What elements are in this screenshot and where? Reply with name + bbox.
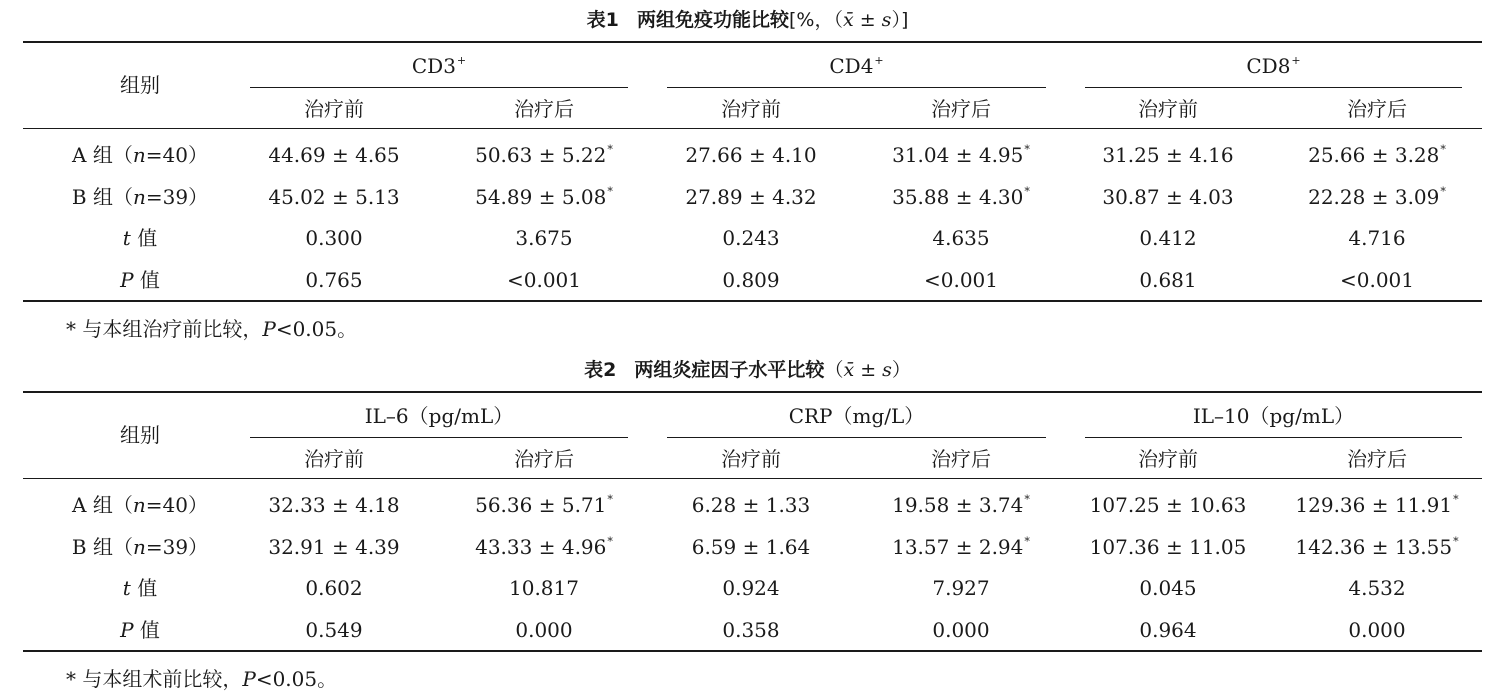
cell-value: 27.89 ± 4.32 [685, 185, 817, 209]
column-group-label: IL–10（pg/mL） [1192, 404, 1355, 428]
footnote-text: * 与本组术前比较， [66, 667, 243, 691]
table-cell [861, 221, 1061, 255]
table-header-rule [23, 478, 1482, 479]
table-cell [651, 530, 851, 564]
significance-mark: * [1453, 493, 1459, 506]
sub-column-header: 治疗前 [304, 447, 364, 471]
column-group-header [1085, 49, 1462, 83]
cell-value: 0.681 [1139, 268, 1197, 292]
column-group-rule [1085, 437, 1462, 438]
table-cell [1277, 488, 1477, 522]
cell-value: 129.36 ± 11.91 [1295, 493, 1453, 517]
cell-value: 0.243 [722, 226, 780, 250]
table-footnote [66, 666, 337, 692]
cell-value: 0.602 [305, 576, 363, 600]
cell-value: 4.532 [1348, 576, 1406, 600]
row-label-prefix: A 组（ [72, 493, 133, 517]
row-label-suffix: =40） [145, 143, 208, 167]
cell-value: 19.58 ± 3.74 [892, 493, 1024, 517]
table-cell [234, 180, 434, 214]
table-cell [1277, 138, 1477, 172]
cell-value: 13.57 ± 2.94 [892, 535, 1024, 559]
caption-unit-close: ） [891, 359, 911, 381]
column-group-label: CD8 [1246, 54, 1291, 78]
table-footnote [66, 316, 357, 342]
cell-value: 0.000 [932, 618, 990, 642]
table-cell [861, 571, 1061, 605]
caption-unit-open: [%，（ [789, 9, 843, 31]
column-group-label: CRP（mg/L） [788, 404, 925, 428]
caption-stat: x̄ ± s [843, 359, 892, 381]
cell-value: <0.001 [1339, 268, 1414, 292]
cell-value: 0.765 [305, 268, 363, 292]
column-group-header [1085, 399, 1462, 433]
row-label-suffix: 值 [133, 618, 160, 642]
column-group-rule [667, 87, 1046, 88]
significance-mark: * [1440, 185, 1446, 198]
footnote-text: * 与本组治疗前比较， [66, 317, 263, 341]
significance-mark: * [1024, 493, 1030, 506]
significance-mark: * [607, 493, 613, 506]
table-cell [651, 221, 851, 255]
footnote-symbol: P [262, 317, 276, 341]
cell-value: 56.36 ± 5.71 [475, 493, 607, 517]
column-group-header [667, 49, 1046, 83]
row-label [30, 138, 250, 172]
table-cell [1277, 263, 1477, 297]
table-caption [0, 8, 1495, 32]
table-cell [444, 221, 644, 255]
table-cell [861, 138, 1061, 172]
row-label-suffix: =39） [145, 185, 209, 209]
sub-column-header: 治疗前 [721, 97, 781, 121]
significance-mark: * [1024, 143, 1030, 156]
significance-mark: * [607, 143, 613, 156]
table-cell [234, 488, 434, 522]
significance-mark: * [1440, 143, 1446, 156]
column-group-label: CD4 [829, 54, 874, 78]
cell-value: 6.28 ± 1.33 [691, 493, 811, 517]
table-cell [1277, 571, 1477, 605]
cell-value: 0.358 [722, 618, 780, 642]
sub-column-header: 治疗后 [514, 447, 574, 471]
superscript-mark: + [456, 54, 467, 67]
caption-stat: x̄ ± s [842, 9, 892, 31]
cell-value: 35.88 ± 4.30 [892, 185, 1024, 209]
cell-value: 0.000 [515, 618, 573, 642]
table-bottom-rule [23, 650, 1482, 652]
cell-value: <0.001 [506, 268, 581, 292]
table-cell [444, 138, 644, 172]
table-bottom-rule [23, 300, 1482, 302]
column-group-label: IL–6（pg/mL） [364, 404, 514, 428]
cell-value: 31.04 ± 4.95 [892, 143, 1024, 167]
row-label-prefix: B 组（ [71, 535, 133, 559]
table-top-rule [23, 41, 1482, 43]
table-cell [1068, 530, 1268, 564]
table-cell [1277, 613, 1477, 647]
column-group-rule [1085, 87, 1462, 88]
row-label-symbol: t [122, 226, 131, 250]
table-cell [1277, 180, 1477, 214]
row-label-suffix: 值 [130, 576, 158, 600]
row-label-suffix: 值 [130, 226, 158, 250]
table-cell [444, 180, 644, 214]
cell-value: <0.001 [923, 268, 998, 292]
column-group-rule [250, 87, 628, 88]
group-column-header: 组别 [120, 423, 160, 447]
table-cell [651, 263, 851, 297]
table-cell [1068, 138, 1268, 172]
column-group-label: CD3 [411, 54, 456, 78]
table-cell [444, 571, 644, 605]
cell-value: 30.87 ± 4.03 [1102, 185, 1234, 209]
column-group-rule [667, 437, 1046, 438]
table-title: 两组炎症因子水平比较 [634, 359, 825, 381]
sub-column-header: 治疗后 [514, 97, 574, 121]
row-label-symbol: n [132, 535, 146, 559]
cell-value: 107.36 ± 11.05 [1089, 535, 1247, 559]
cell-value: 4.635 [932, 226, 990, 250]
caption-unit-close: ）] [891, 9, 909, 31]
row-label-suffix: =40） [145, 493, 208, 517]
footnote-text-end: <0.05。 [255, 667, 338, 691]
table-cell [234, 263, 434, 297]
sub-column-header: 治疗后 [931, 97, 991, 121]
significance-mark: * [607, 535, 613, 548]
cell-value: 6.59 ± 1.64 [691, 535, 811, 559]
cell-value: 0.045 [1139, 576, 1197, 600]
cell-value: 43.33 ± 4.96 [475, 535, 607, 559]
significance-mark: * [1024, 535, 1030, 548]
row-label-symbol: n [132, 143, 146, 167]
cell-value: 0.000 [1348, 618, 1406, 642]
cell-value: 25.66 ± 3.28 [1308, 143, 1440, 167]
table-cell [651, 488, 851, 522]
table-cell [651, 180, 851, 214]
table-cell [1277, 221, 1477, 255]
cell-value: 0.549 [305, 618, 363, 642]
cell-value: 4.716 [1348, 226, 1406, 250]
row-label [30, 571, 250, 605]
sub-column-header: 治疗前 [304, 97, 364, 121]
row-label-prefix: A 组（ [72, 143, 133, 167]
sub-column-header: 治疗后 [931, 447, 991, 471]
cell-value: 0.412 [1139, 226, 1197, 250]
table-cell [444, 263, 644, 297]
cell-value: 50.63 ± 5.22 [475, 143, 607, 167]
table-cell [861, 613, 1061, 647]
group-column-header: 组别 [120, 73, 160, 97]
significance-mark: * [1453, 535, 1459, 548]
table-cell [1068, 180, 1268, 214]
cell-value: 0.964 [1139, 618, 1197, 642]
sub-column-header: 治疗前 [1138, 97, 1198, 121]
cell-value: 45.02 ± 5.13 [268, 185, 400, 209]
table-cell [444, 488, 644, 522]
table-cell [444, 530, 644, 564]
cell-value: 0.924 [722, 576, 780, 600]
table-title: 两组免疫功能比较 [636, 9, 789, 31]
footnote-text-end: <0.05。 [275, 317, 358, 341]
sub-column-header: 治疗后 [1347, 447, 1407, 471]
table-number: 表1 [586, 9, 619, 31]
footnote-symbol: P [242, 667, 256, 691]
table-cell [861, 488, 1061, 522]
table-cell [861, 530, 1061, 564]
cell-value: 44.69 ± 4.65 [268, 143, 400, 167]
cell-value: 54.89 ± 5.08 [475, 185, 607, 209]
caption-unit-open: （ [824, 359, 844, 381]
sub-column-header: 治疗前 [721, 447, 781, 471]
row-label-suffix: =39） [145, 535, 209, 559]
table-caption [0, 358, 1495, 382]
row-label-symbol: t [122, 576, 131, 600]
row-label-symbol: n [132, 493, 146, 517]
table-cell [1068, 221, 1268, 255]
sub-column-header: 治疗后 [1347, 97, 1407, 121]
column-group-header [250, 49, 628, 83]
cell-value: 22.28 ± 3.09 [1308, 185, 1440, 209]
table-cell [234, 530, 434, 564]
table-cell [1277, 530, 1477, 564]
table-cell [1068, 613, 1268, 647]
cell-value: 0.300 [305, 226, 363, 250]
column-group-header [667, 399, 1046, 433]
column-group-rule [250, 437, 628, 438]
cell-value: 7.927 [932, 576, 990, 600]
sub-column-header: 治疗前 [1138, 447, 1198, 471]
superscript-mark: + [1291, 54, 1301, 67]
row-label [30, 488, 250, 522]
cell-value: 32.33 ± 4.18 [268, 493, 400, 517]
cell-value: 27.66 ± 4.10 [685, 143, 817, 167]
table-cell [1068, 488, 1268, 522]
table-cell [1068, 571, 1268, 605]
column-group-header [250, 399, 628, 433]
table-cell [234, 613, 434, 647]
table-cell [861, 180, 1061, 214]
row-label-symbol: P [120, 268, 134, 292]
cell-value: 32.91 ± 4.39 [268, 535, 400, 559]
cell-value: 3.675 [515, 226, 573, 250]
table-top-rule [23, 391, 1482, 393]
row-label [30, 180, 250, 214]
row-label [30, 263, 250, 297]
row-label-symbol: P [120, 618, 134, 642]
cell-value: 0.809 [722, 268, 780, 292]
table-cell [234, 138, 434, 172]
table-cell [1068, 263, 1268, 297]
significance-mark: * [1024, 185, 1030, 198]
row-label [30, 221, 250, 255]
row-label [30, 613, 250, 647]
cell-value: 107.25 ± 10.63 [1089, 493, 1247, 517]
cell-value: 31.25 ± 4.16 [1102, 143, 1234, 167]
row-label-symbol: n [132, 185, 146, 209]
cell-value: 10.817 [509, 576, 579, 600]
cell-value: 142.36 ± 13.55 [1295, 535, 1453, 559]
table-header-rule [23, 128, 1482, 129]
row-label-prefix: B 组（ [71, 185, 133, 209]
significance-mark: * [607, 185, 613, 198]
row-label-suffix: 值 [133, 268, 160, 292]
table-number: 表2 [584, 359, 617, 381]
row-label [30, 530, 250, 564]
superscript-mark: + [874, 54, 884, 67]
table-cell [444, 613, 644, 647]
table-cell [234, 571, 434, 605]
table-cell [651, 613, 851, 647]
table-cell [651, 571, 851, 605]
table-cell [234, 221, 434, 255]
table-cell [651, 138, 851, 172]
table-cell [861, 263, 1061, 297]
